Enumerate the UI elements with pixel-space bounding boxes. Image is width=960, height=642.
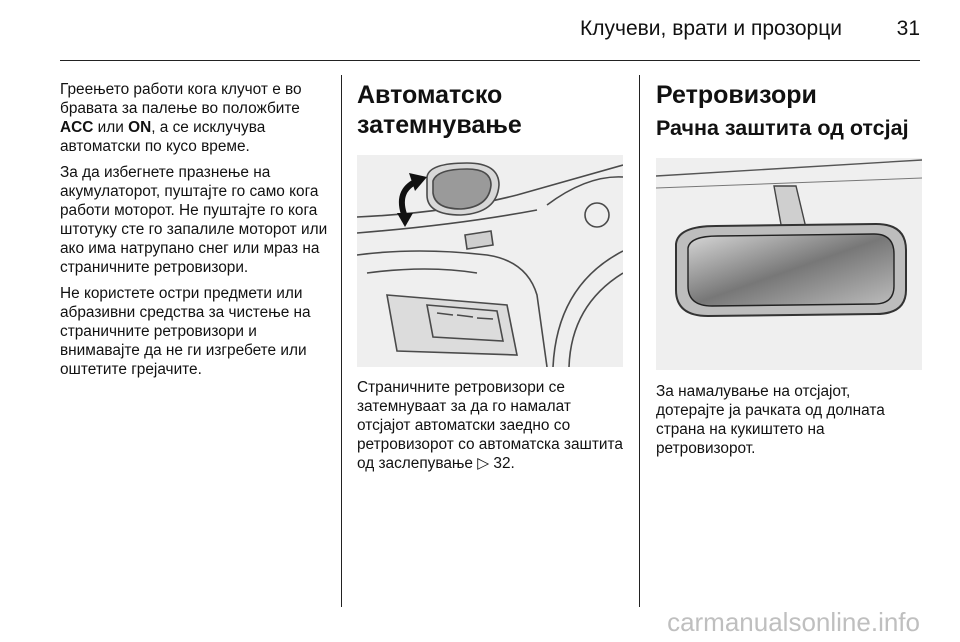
acc-position: ACC: [60, 119, 94, 136]
chapter-title: Клучеви, врати и прозорци: [580, 17, 842, 40]
heating-paragraph: Греењето работи кога клучот е во бравата за палење во положбите ACC или ON, а се исклучува автоматски по кусо време.: [60, 81, 302, 155]
battery-paragraph: За да избегнете празнење на акумулаторот, пуштајте го само кога работи моторот. Не пуштајте го кога штотуку сте го запалиле моторот или ако има натрупано снег или мраз на страничните ретровизори.: [60, 164, 328, 276]
watermark: carmanualsonline.info: [667, 607, 920, 637]
column-divider-2: [639, 75, 640, 607]
page-number: 31: [896, 17, 920, 40]
column-right: [656, 80, 922, 465]
manual-antiglare-text: За намалување на отсјајот, дотерајте ја рачката од долната страна на кукиштето на ретровизорот.: [656, 383, 885, 457]
column-left: [60, 80, 328, 386]
rearview-mirror-illustration: [656, 158, 922, 370]
cleaning-paragraph: Не користете остри предмети или абразивни средства за чистење на страничните ретровизори и внимавајте да не ги изгребете или оштетите грејачите.: [60, 285, 311, 378]
mirrors-heading: Ретровизори: [656, 81, 817, 109]
page-header: [0, 0, 960, 60]
on-position: ON: [128, 119, 152, 136]
column-divider-1: [341, 75, 342, 607]
manual-antiglare-heading: Рачна заштита од отсјај: [656, 116, 909, 140]
page-reference: 32.: [493, 455, 515, 472]
auto-dimming-heading: Автоматско затемнување: [357, 81, 522, 139]
page-reference-icon: ▷: [477, 455, 490, 472]
column-middle: [357, 80, 623, 480]
auto-dimming-text: Страничните ретровизори се затемнуваат за да го намалат отсјајот автоматски заедно со ретровизорот со автоматска заштита од заслепување ▷ 32.: [357, 379, 623, 472]
side-mirror-illustration: [357, 155, 623, 367]
header-divider: [60, 60, 920, 61]
